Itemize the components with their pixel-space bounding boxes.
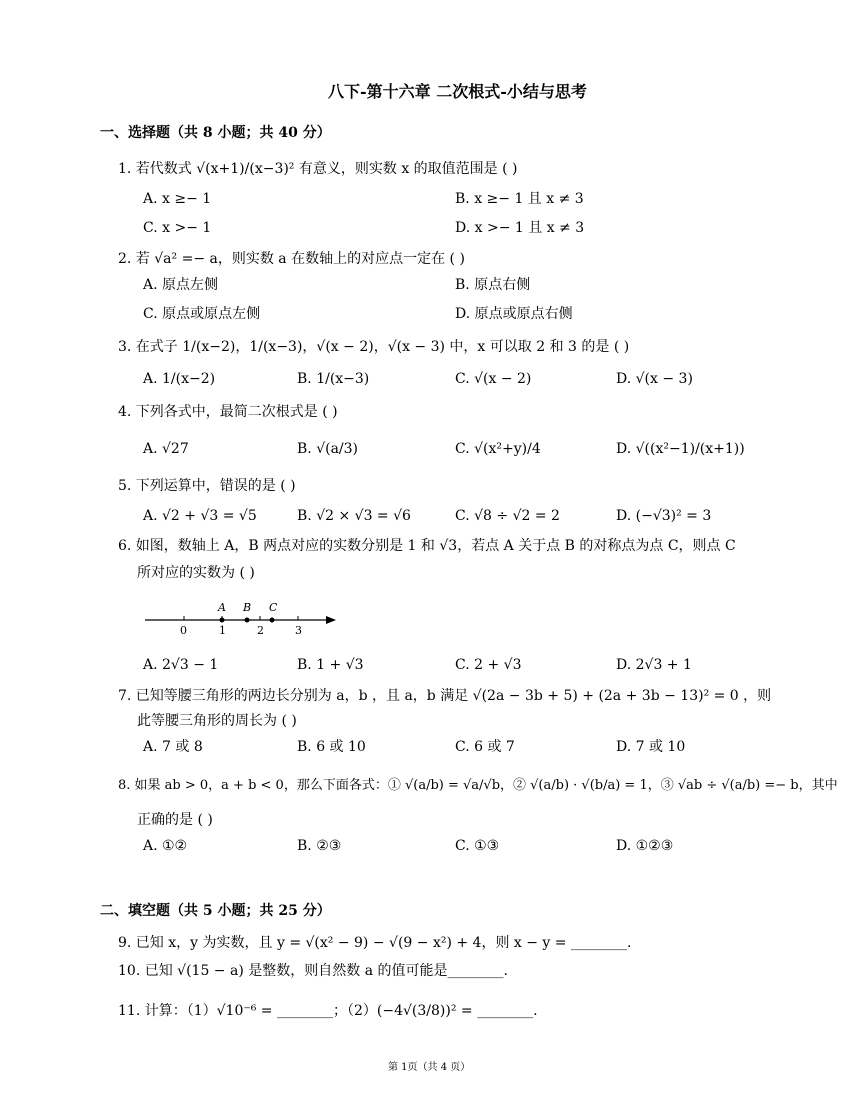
option-d[interactable]: D. (−√3)² = 3 — [616, 508, 712, 524]
section-heading-choice: 一、选择题（共 8 小题；共 40 分） — [100, 125, 331, 141]
section-heading-fill: 二、填空题（共 5 小题；共 25 分） — [100, 903, 331, 919]
option-d[interactable]: D. √(x − 3) — [616, 371, 693, 387]
option-b[interactable]: B. 6 或 10 — [297, 739, 366, 755]
option-d[interactable]: D. x >− 1 且 x ≠ 3 — [455, 220, 585, 236]
tick-label-1: 1 — [219, 624, 226, 636]
option-c[interactable]: C. √8 ÷ √2 = 2 — [455, 508, 560, 524]
label-c: C — [269, 601, 278, 614]
option-d[interactable]: D. ①②③ — [616, 838, 674, 854]
point-c — [270, 618, 275, 623]
label-b: B — [243, 601, 252, 614]
question-stem: 1. 若代数式 √(x+1)/(x−3)² 有意义，则实数 x 的取值范围是 ( ) — [118, 161, 518, 177]
axis-arrow-icon — [326, 616, 336, 624]
option-d[interactable]: D. 原点或原点右侧 — [455, 306, 573, 322]
question-11: 11. 计算：（1）√10⁻⁶ = ________；（2）(−4√(3/8))² = ________. — [118, 1003, 538, 1019]
question-stem-continued: 此等腰三角形的周长为 ( ) — [137, 713, 297, 729]
option-b[interactable]: B. √(a/3) — [297, 441, 359, 457]
option-a[interactable]: A. √27 — [143, 441, 189, 457]
question-stem: 8. 如果 ab > 0，a + b < 0，那么下面各式：① √(a/b) = √a/√b，② √(a/b) · √(b/a) = 1，③ √ab ÷ √(a/b) =− b，其中 — [118, 778, 838, 793]
option-c[interactable]: C. 2 + √3 — [455, 657, 522, 673]
point-a — [220, 618, 225, 623]
option-a[interactable]: A. 1/(x−2) — [143, 371, 216, 387]
option-c[interactable]: C. 6 或 7 — [455, 739, 515, 755]
option-a[interactable]: A. x ≥− 1 — [143, 191, 212, 207]
question-stem: 2. 若 √a² =− a，则实数 a 在数轴上的对应点一定在 ( ) — [118, 251, 465, 267]
page-title: 八下-第十六章 二次根式-小结与思考 — [328, 82, 587, 101]
option-b[interactable]: B. 原点右侧 — [455, 277, 531, 293]
option-d[interactable]: D. √((x²−1)/(x+1)) — [616, 441, 745, 457]
tick-label-0: 0 — [180, 624, 187, 636]
question-10: 10. 已知 √(15 − a) 是整数，则自然数 a 的值可能是________. — [118, 963, 508, 979]
option-a[interactable]: A. 7 或 8 — [143, 739, 203, 755]
question-stem: 3. 在式子 1/(x−2)，1/(x−3)，√(x − 2)，√(x − 3) 中，x 可以取 2 和 3 的是 ( ) — [118, 339, 630, 355]
option-c[interactable]: C. 原点或原点左侧 — [143, 306, 261, 322]
option-c[interactable]: C. ①③ — [455, 838, 500, 854]
question-stem: 6. 如图，数轴上 A，B 两点对应的实数分别是 1 和 √3，若点 A 关于点 B 的对称点为点 C，则点 C — [118, 538, 736, 554]
option-b[interactable]: B. √2 × √3 = √6 — [297, 508, 411, 524]
question-9: 9. 已知 x，y 为实数，且 y = √(x² − 9) − √(9 − x²) + 4，则 x − y = ________. — [118, 935, 632, 951]
page-footer: 第 1页（共 4 页） — [388, 1062, 471, 1073]
option-b[interactable]: B. ②③ — [297, 838, 342, 854]
option-c[interactable]: C. √(x − 2) — [455, 371, 532, 387]
label-a: A — [218, 601, 226, 614]
option-a[interactable]: A. ①② — [143, 838, 188, 854]
option-d[interactable]: D. 2√3 + 1 — [616, 657, 692, 673]
number-line-figure — [140, 596, 350, 636]
option-a[interactable]: A. 2√3 − 1 — [143, 657, 219, 673]
option-b[interactable]: B. 1/(x−3) — [297, 371, 370, 387]
question-stem: 5. 下列运算中，错误的是 ( ) — [118, 478, 296, 494]
option-c[interactable]: C. x >− 1 — [143, 220, 212, 236]
option-b[interactable]: B. x ≥− 1 且 x ≠ 3 — [455, 191, 584, 207]
option-d[interactable]: D. 7 或 10 — [616, 739, 686, 755]
question-stem-continued: 正确的是 ( ) — [137, 812, 213, 828]
tick-label-2: 2 — [257, 624, 264, 636]
question-stem: 4. 下列各式中，最简二次根式是 ( ) — [118, 404, 338, 420]
option-c[interactable]: C. √(x²+y)/4 — [455, 441, 541, 457]
option-b[interactable]: B. 1 + √3 — [297, 657, 364, 673]
question-stem: 7. 已知等腰三角形的两边长分别为 a，b ，且 a，b 满足 √(2a − 3b + 5) + (2a + 3b − 13)² = 0 ，则 — [118, 688, 772, 704]
option-a[interactable]: A. 原点左侧 — [143, 277, 219, 293]
option-a[interactable]: A. √2 + √3 = √5 — [143, 508, 257, 524]
point-b — [245, 618, 250, 623]
tick-label-3: 3 — [295, 624, 302, 636]
question-stem-continued: 所对应的实数为 ( ) — [137, 565, 255, 581]
